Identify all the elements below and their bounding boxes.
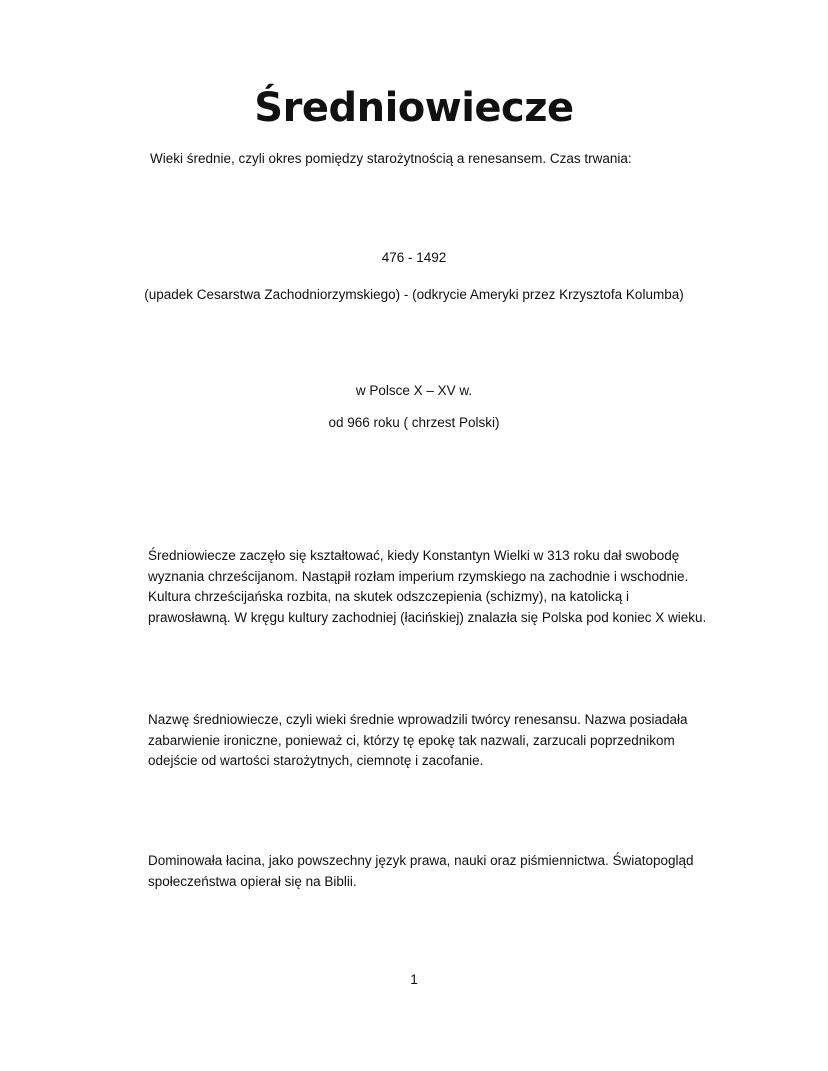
- paragraph-latin: Dominowała łacina, jako powszechny język prawa, nauki oraz piśmiennictwa. Światopogląd społeczeństwa opierał się na Biblii.: [148, 853, 694, 889]
- poland-start: od 966 roku ( chrzest Polski): [328, 415, 500, 430]
- paragraph-origins: Średniowiecze zaczęło się kształtować, kiedy Konstantyn Wielki w 313 roku dał swobodę wyznania chrześcijanom. Nastąpił rozłam imperium rzymskiego na zachodnie i wschodnie. Kultura chrześcijańska rozbita, na skutek odszczepienia (schizmy), na katolicką i prawosławną. W kręgu kultury zachodniej (łacińskiej) znalazła się Polska pod koniec X wieku.: [148, 548, 707, 625]
- paragraph-name: Nazwę średniowiecze, czyli wieki średnie wprowadzili twórcy renesansu. Nazwa posiadała zabarwienie ironiczne, ponieważ ci, którzy tę epokę tak nazwali, zarzucali poprzednikom odejście od wartości starożytnych, ciemnotę i zacofanie.: [148, 712, 688, 768]
- intro-text: Wieki średnie, czyli okres pomiędzy starożytnością a renesansem. Czas trwania:: [150, 151, 632, 166]
- date-range-events: (upadek Cesarstwa Zachodniorzymskiego) - (odkrycie Ameryki przez Krzysztofa Kolumba): [144, 287, 684, 302]
- date-range: 476 - 1492: [381, 250, 447, 265]
- poland-period: w Polsce X – XV w.: [355, 383, 473, 398]
- page-title: Średniowiecze: [254, 85, 574, 131]
- page-number: 1: [410, 971, 418, 987]
